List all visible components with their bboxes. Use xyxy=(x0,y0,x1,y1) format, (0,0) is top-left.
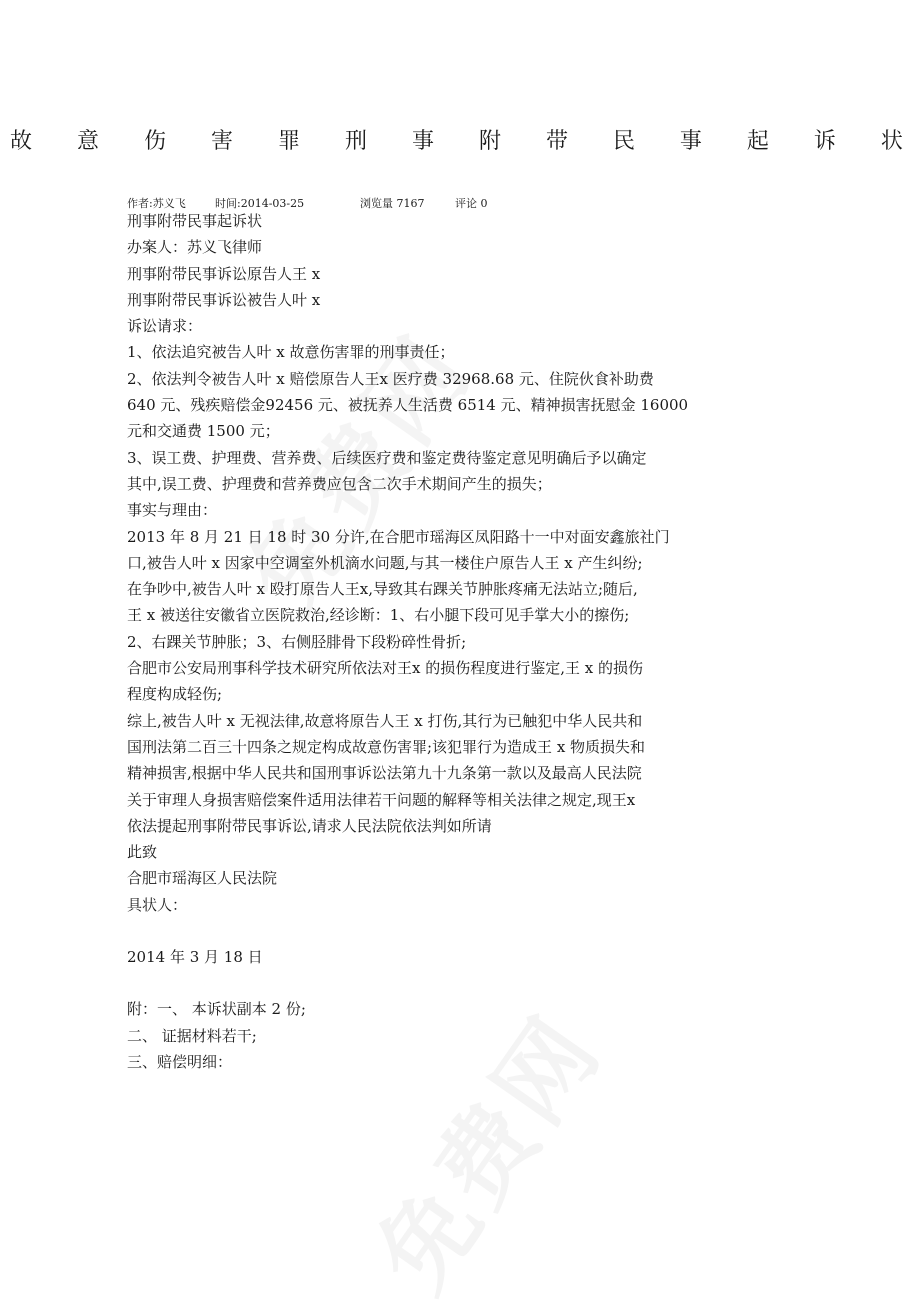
body-line: 事实与理由： xyxy=(127,501,218,520)
meta-views: 浏览量 7167 xyxy=(360,197,425,210)
attachment-line: 附：一、 本诉状副本 2 份; xyxy=(127,1000,306,1019)
body-line: 国刑法第二百三十四条之规定构成故意伤害罪;该犯罪行为造成王 x 物质损失和 xyxy=(127,737,646,756)
body-line: 640 元、残疾赔偿金92456 元、被抚养人生活费 6514 元、精神损害抚慰金 16000 xyxy=(127,396,689,415)
meta-author: 作者:苏义飞 xyxy=(127,197,186,210)
body-line: 2、右踝关节肿胀；3、右侧胫腓骨下段粉碎性骨折; xyxy=(127,632,467,651)
body-line: 王 x 被送往安徽省立医院救治,经诊断：1、右小腿下段可见手掌大小的擦伤; xyxy=(127,606,630,625)
body-line: 依法提起刑事附带民事诉讼,请求人民法院依法判如所请 xyxy=(127,816,492,835)
body-line: 刑事附带民事诉讼被告人叶 x xyxy=(127,290,321,309)
meta-time: 时间:2014-03-25 xyxy=(215,197,305,210)
body-line: 刑事附带民事起诉状 xyxy=(127,212,263,230)
body-line: 合肥市瑶海区人民法院 xyxy=(127,869,278,888)
body-line: 精神损害,根据中华人民共和国刑事诉讼法第九十九条第一款以及最高人民法院 xyxy=(127,764,642,783)
body-line: 程度构成轻伤; xyxy=(127,685,223,704)
body-line: 口,被告人叶 x 因家中空调室外机滴水问题,与其一楼住户原告人王 x 产生纠纷; xyxy=(127,553,643,572)
body-line: 办案人：苏义飞律师 xyxy=(127,238,263,257)
date-line: 2014 年 3 月 18 日 xyxy=(127,948,263,967)
body-line: 具状人： xyxy=(127,895,188,914)
body-line: 1、依法追究被告人叶 x 故意伤害罪的刑事责任； xyxy=(127,343,455,362)
document-title: 故 意 伤 害 罪 刑 事 附 带 民 事 起 诉 状 xyxy=(10,129,922,154)
body-line: 在争吵中,被告人叶 x 殴打原告人王x,导致其右踝关节肿胀疼痛无法站立;随后, xyxy=(127,580,638,599)
spacer xyxy=(127,970,717,996)
document-body xyxy=(127,208,717,1075)
body-line: 此致 xyxy=(127,843,158,862)
body-line: 刑事附带民事诉讼原告人王 x xyxy=(127,264,321,283)
attachment-line: 三、赔偿明细： xyxy=(127,1052,233,1071)
meta-comments: 评论 0 xyxy=(455,197,488,210)
body-line: 其中,误工费、护理费和营养费应包含二次手术期间产生的损失； xyxy=(127,474,552,493)
body-line: 合肥市公安局刑事科学技术研究所依法对王x 的损伤程度进行鉴定,王 x 的损伤 xyxy=(127,659,643,678)
body-line: 关于审理人身损害赔偿案件适用法律若干问题的解释等相关法律之规定,现王x xyxy=(127,790,636,809)
body-line: 2、依法判令被告人叶 x 赔偿原告人王x 医疗费 32968.68 元、住院伙食补助费 xyxy=(127,369,654,388)
body-line: 诉讼请求： xyxy=(127,317,203,336)
body-line: 元和交通费 1500 元； xyxy=(127,422,280,441)
spacer xyxy=(127,918,717,944)
attachment-line: 二、 证据材料若干; xyxy=(127,1026,257,1045)
body-line: 3、误工费、护理费、营养费、后续医疗费和鉴定费待鉴定意见明确后予以确定 xyxy=(127,448,647,467)
body-line: 2013 年 8 月 21 日 18 时 30 分许,在合肥市瑶海区凤阳路十一中对面安鑫旅社门 xyxy=(127,527,670,546)
body-line: 综上,被告人叶 x 无视法律,故意将原告人王 x 打伤,其行为已触犯中华人民共和 xyxy=(127,711,643,730)
